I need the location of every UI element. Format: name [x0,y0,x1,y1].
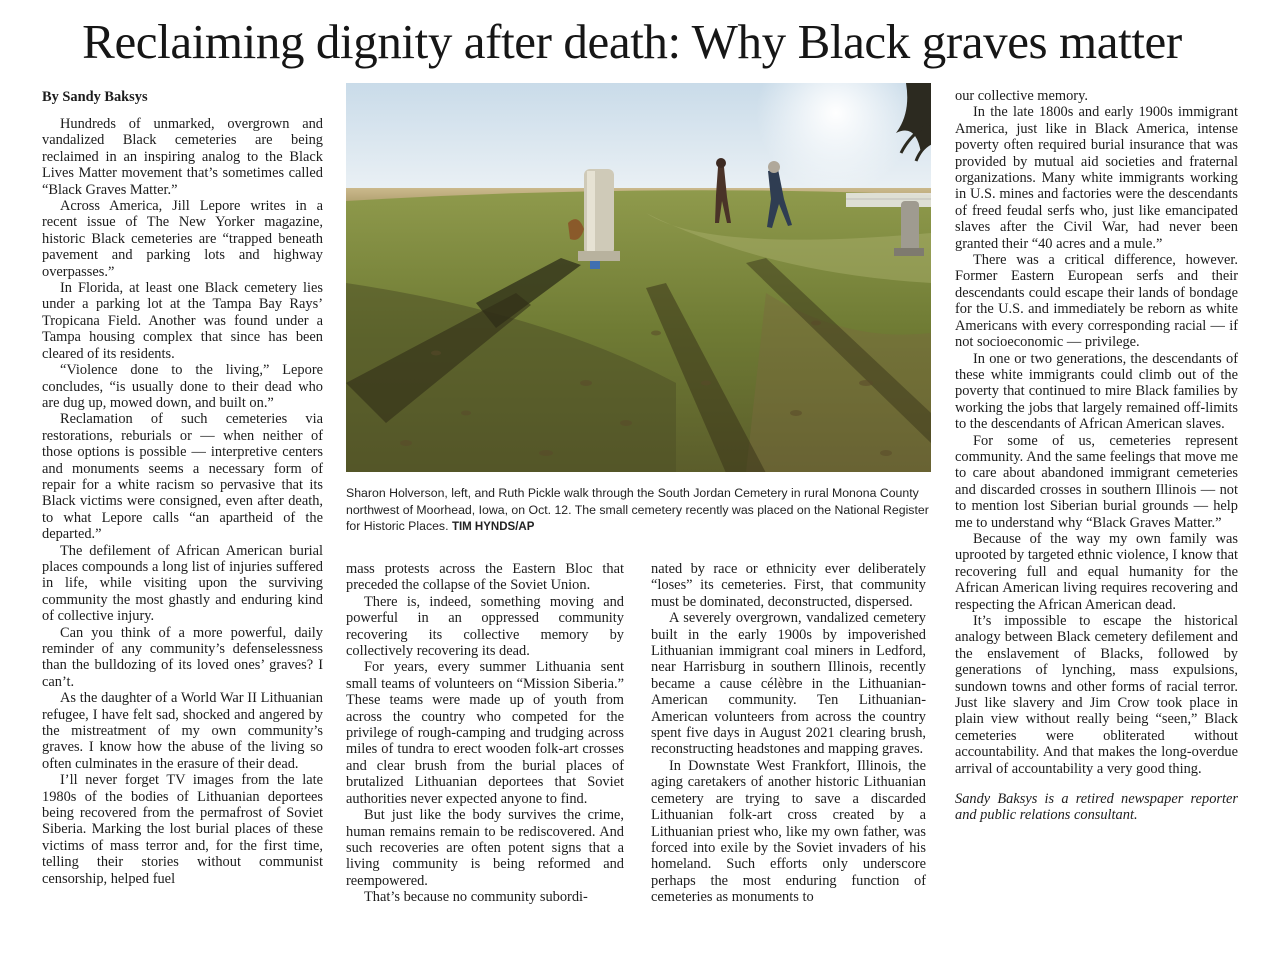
paragraph: There was a critical difference, however. Former Eastern European serfs and their descendants could escape their lands of bondage for the U.S. and immediately be reborn as white Americans with every corresponding racial — if not socioeconomic — privilege. [955,252,1238,351]
caption-text: Sharon Holverson, left, and Ruth Pickle walk through the South Jordan Cemetery in rural Monona County northwest of Moorhead, Iowa, on Oct. 12. The small cemetery recently was placed on the National Register for Historic Places. [346,486,929,534]
cemetery-photo-illustration [346,83,931,472]
paragraph: “Violence done to the living,” Lepore concludes, “is usually done to their dead who are dug up, mowed down, and built on.” [42,362,323,411]
article-column-2 [346,561,624,906]
photo-caption [346,485,931,536]
paragraph: In Florida, at least one Black cemetery lies under a parking lot at the Tampa Bay Rays’ Tropicana Field. Another was found under a Tampa housing complex that since has been cleared of its residents. [42,280,323,362]
paragraph: Because of the way my own family was uprooted by targeted ethnic violence, I know that recovering full and equal humanity for the African American living requires recovering and respecting the African American dead. [955,530,1238,613]
paragraph: I’ll never forget TV images from the late 1980s of the bodies of Lithuanian deportees being recovered from the permafrost of Soviet Siberia. Marking the lost burial places of these victims of mass terror and, for the first time, telling their stories without communist censorship, helped fuel [42,772,323,887]
paragraph: In the late 1800s and early 1900s immigrant America, just like in Black America, intense poverty often required burial insurance that was provided by mutual aid societies and fraternal organizations. Many white immigrants working in U.S. mines and factories were the descendants of freed feudal serfs who, just like emancipated slaves after the Civil War, had never been granted their “40 acres and a mule.” [955,104,1238,252]
paragraph: Can you think of a more powerful, daily reminder of any community’s defenselessness than the bulldozing of its loved ones’ graves? I can’t. [42,624,323,690]
photo-credit: TIM HYNDS/AP [451,521,535,534]
paragraph: Reclamation of such cemeteries via restorations, reburials or — when neither of those options is possible — interpretive centers and monuments seems a necessary form of repair for a white racism so pervasive that its Black victims were consigned, even after death, to what Lepore calls “an apartheid of the departed.” [42,411,323,543]
article-column-3 [651,561,926,906]
paragraph: Across America, Jill Lepore writes in a recent issue of The New Yorker magazine, historic Black cemeteries are “trapped beneath pavement and parking lots and highway overpasses.” [42,198,323,280]
author-bio: Sandy Baksys is a retired newspaper reporter and public relations consultant. [955,791,1238,824]
paragraph: In Downstate West Frankfort, Illinois, the aging caretakers of another historic Lithuanian cemetery are trying to save a discarded Lithuanian folk-art cross created by a Lithuanian priest who, like my own father, was forced into exile by the Soviet invaders of his homeland. Such efforts only underscore perhaps the most enduring function of cemeteries as monuments to [651,757,926,906]
paragraph: As the daughter of a World War II Lithuanian refugee, I have felt sad, shocked and angered by the mistreatment of my own community’s graves. I know how the abuse of the living so often culminates in the erasure of their dead. [42,690,323,772]
paragraph: In one or two generations, the descendants of these white immigrants could climb out of the poverty that continued to mire Black families by working the jobs that largely remained off-limits to the descendants of African American slaves. [955,350,1238,433]
paragraph: It’s impossible to escape the historical analogy between Black cemetery defilement and the enslavement of Blacks, followed by generations of lynching, mass expulsions, sundown towns and other forms of racial terror. Just like slavery and Jim Crow took place in plain view without really being “seen,” Black cemeteries were obliterated without accountability. And that makes the long-overdue arrival of accountability a very good thing. [955,613,1238,777]
cemetery-photo [346,83,931,472]
byline: By Sandy Baksys [42,89,148,105]
article-column-4 [955,88,1238,824]
paragraph: The defilement of African American burial places compounds a long list of injuries suffered in life, while visiting upon the surviving community the most ghastly and enduring kind of collective injury. [42,542,323,625]
paragraph: But just like the body survives the crime, human remains remain to be rediscovered. And such recoveries are often potent signs that a living community is being reformed and reempowered. [346,807,624,889]
paragraph: Hundreds of unmarked, overgrown and vandalized Black cemeteries are being reclaimed in an inspiring analog to the Black Lives Matter movement that’s sometimes called “Black Graves Matter.” [42,116,323,198]
paragraph: For some of us, cemeteries represent community. And the same feelings that move me to care about abandoned immigrant cemeteries and discarded crosses in southern Illinois — not to mention lost Siberian burial grounds — help me to understand why “Black Graves Matter.” [955,432,1238,531]
headline: Reclaiming dignity after death: Why Black graves matter [82,14,1182,69]
article-column-1 [42,88,323,887]
paragraph: For years, every summer Lithuania sent small teams of volunteers on “Mission Siberia.” These teams were made up of youth from across the country who competed for the privilege of rough-camping and trudging across miles of tundra to erect wooden folk-art crosses and clear brush from the burial places of brutalized Lithuanian deportees that Soviet authorities never expected anyone to find. [346,659,624,807]
paragraph: mass protests across the Eastern Bloc that preceded the collapse of the Soviet Union. [346,561,624,594]
paragraph: nated by race or ethnicity ever deliberately “loses” its cemeteries. First, that community must be dominated, deconstructed, dispersed. [651,561,926,610]
paragraph: our collective memory. [955,88,1088,104]
paragraph: That’s because no community subordi- [364,889,588,906]
paragraph: There is, indeed, something moving and powerful in an oppressed community recovering its collective memory by collectively recovering its dead. [346,593,624,660]
paragraph: A severely overgrown, vandalized cemetery built in the early 1900s by impoverished Lithuanian immigrant coal miners in Ledford, near Harrisburg in southern Illinois, recently became a cause célèbre in the Lithuanian-American community. Ten Lithuanian-American volunteers from across the country spent five days in August 2021 clearing brush, reconstructing headstones and mapping graves. [651,610,926,758]
